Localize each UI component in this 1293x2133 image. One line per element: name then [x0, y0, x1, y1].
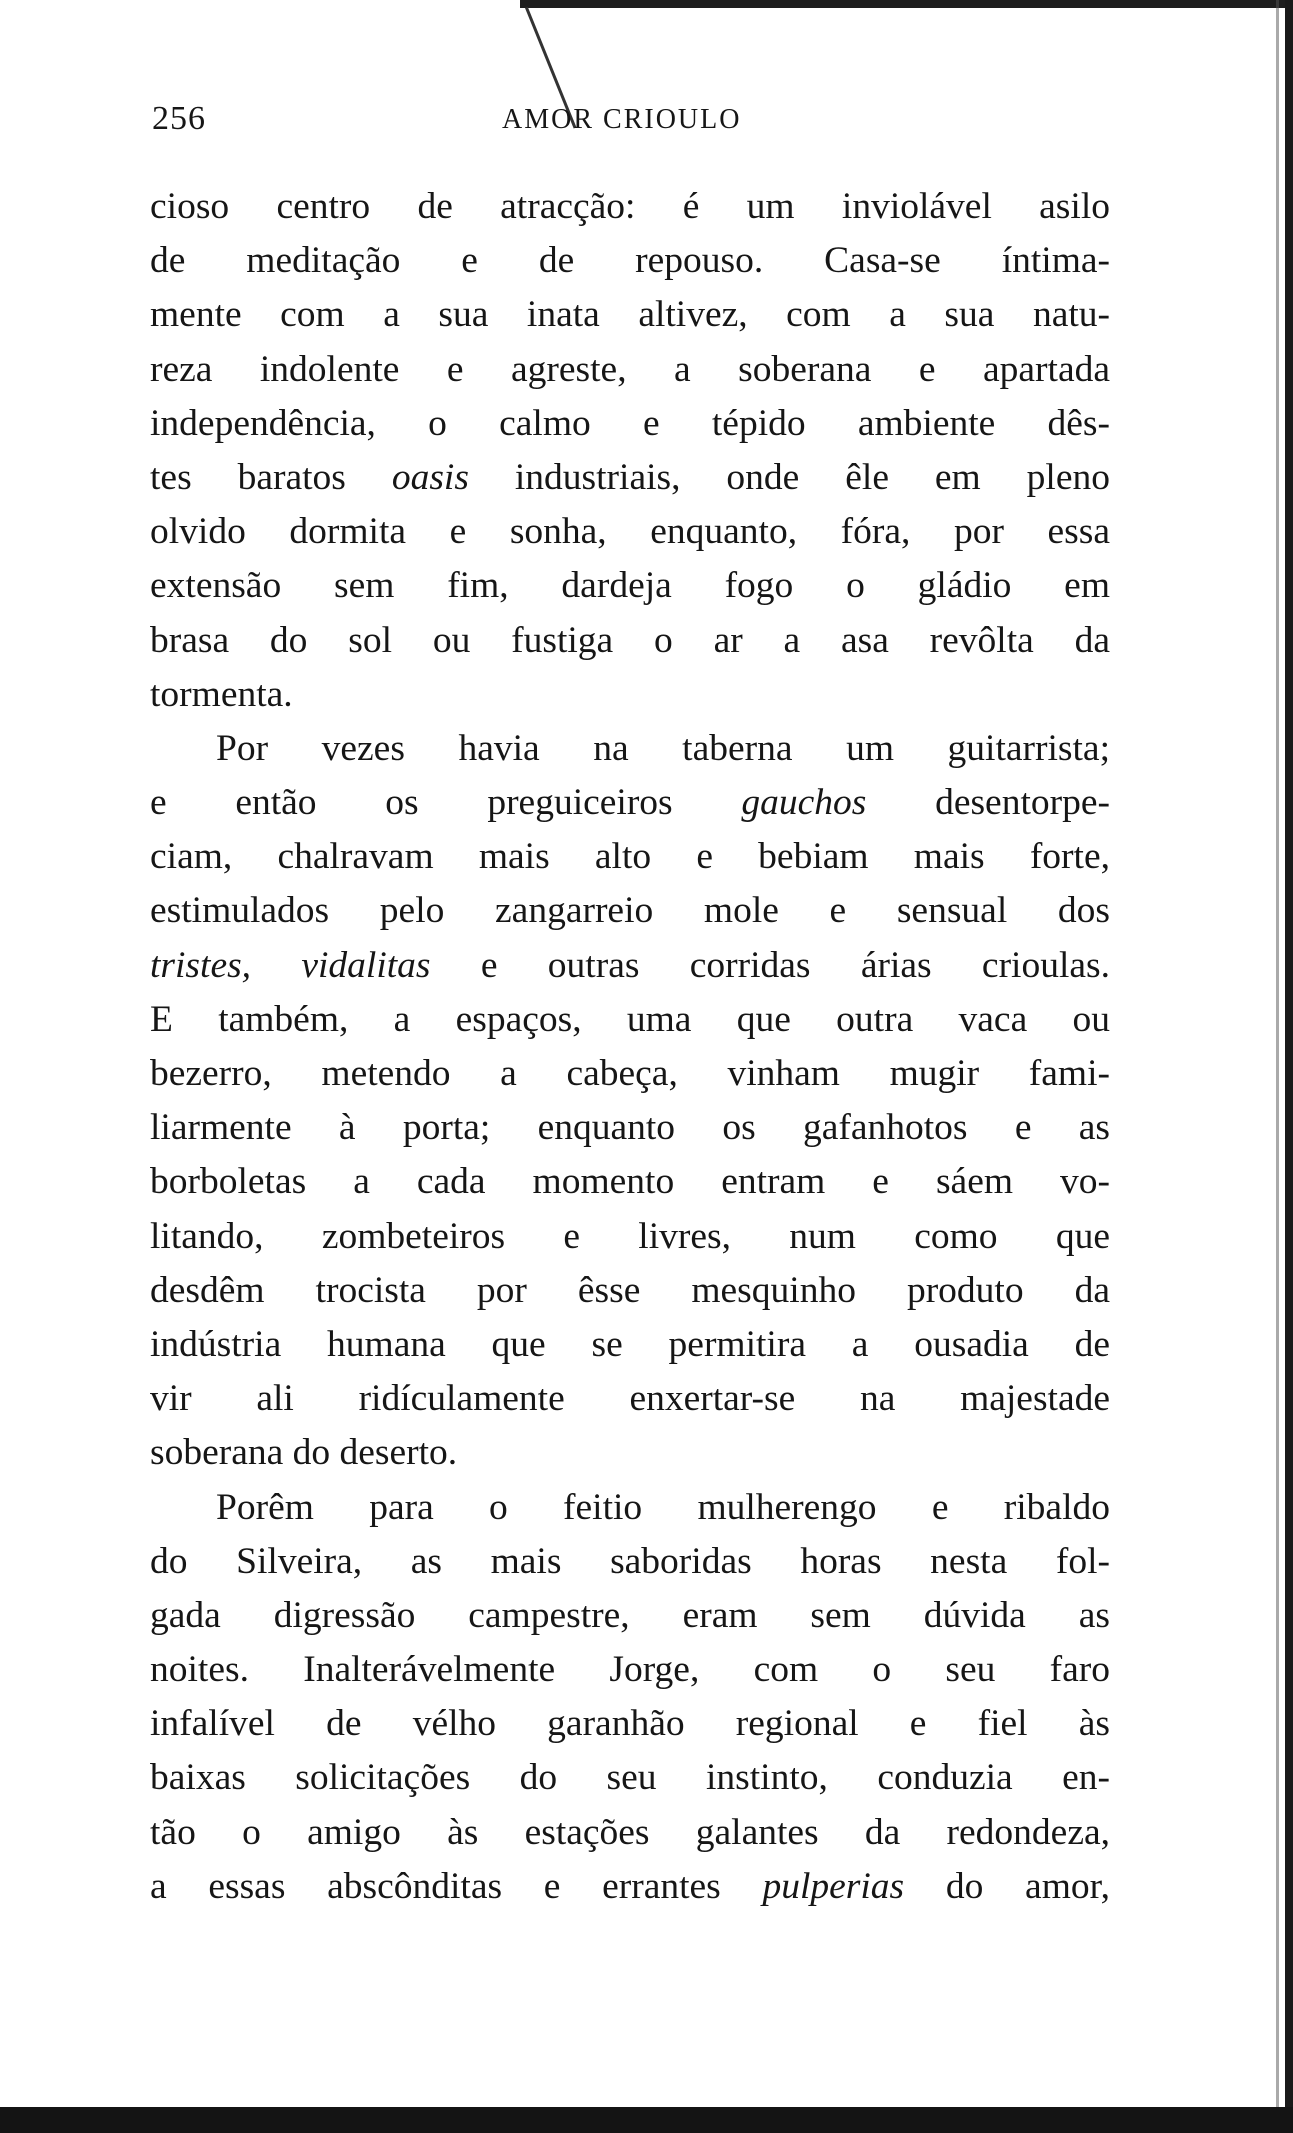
italic-term: gauchos — [741, 782, 867, 824]
text-run: noites. Inalterávelmente Jorge, com o seu faro — [150, 1649, 1110, 1691]
text-line — [150, 1426, 1110, 1480]
text-run: industriais, onde êle em pleno — [468, 456, 1110, 498]
text-line — [150, 1372, 1110, 1426]
text-line — [150, 1589, 1110, 1643]
text-run: bezerro, metendo a cabeça, vinham mugir fami- — [150, 1053, 1110, 1094]
text-run: infalível de vélho garanhão regional e fiel às — [150, 1703, 1110, 1745]
text-run: a essas abscônditas e errantes — [150, 1865, 763, 1907]
text-line — [150, 1860, 1110, 1914]
text-run: independência, o calmo e tépido ambiente dês- — [150, 402, 1110, 444]
text-run: Por vezes havia na taberna um guitarrista; — [216, 727, 1110, 769]
italic-term: pulperias — [762, 1865, 905, 1907]
text-line — [150, 776, 1110, 830]
text-line — [150, 614, 1110, 668]
text-line — [150, 234, 1110, 288]
text-run: extensão sem fim, dardeja fogo o gládio em — [150, 565, 1110, 607]
text-run: Porêm para o feitio mulherengo e ribaldo — [216, 1486, 1110, 1528]
page-header — [152, 100, 1112, 148]
scan-edge-shadow — [1276, 0, 1279, 2133]
text-run: de meditação e de repouso. Casa-se íntima- — [150, 240, 1110, 282]
text-run: borboletas a cada momento entram e sáem vo- — [150, 1161, 1110, 1203]
italic-term: oasis — [391, 456, 469, 498]
text-run: brasa do sol ou fustiga o ar a asa revôlta da — [150, 619, 1110, 661]
text-run: tormenta. — [150, 673, 293, 715]
text-line — [150, 993, 1110, 1047]
page-number: 256 — [152, 100, 206, 137]
text-run: estimulados pelo zangarreio mole e sensual dos — [150, 890, 1110, 932]
scan-edge-right — [1285, 0, 1293, 2133]
text-line — [150, 1101, 1110, 1155]
text-line — [150, 1806, 1110, 1860]
text-run: cioso centro de atracção: é um inviolável asilo — [150, 186, 1110, 227]
text-line — [150, 1481, 1110, 1535]
text-line — [150, 1643, 1110, 1697]
text-line — [150, 180, 1110, 234]
text-run: ciam, chalravam mais alto e bebiam mais forte, — [150, 836, 1110, 878]
scan-edge-bottom — [0, 2107, 1293, 2133]
text-line — [150, 722, 1110, 776]
text-run: e outras corridas árias crioulas. — [430, 944, 1110, 986]
paragraph-3 — [150, 1481, 1110, 1915]
body-text — [150, 180, 1110, 1914]
text-run: do Silveira, as mais saboridas horas nesta fol- — [150, 1540, 1110, 1582]
text-run: baixas solicitações do seu instinto, conduzia en- — [150, 1757, 1110, 1799]
italic-term: tristes, vidalitas — [150, 944, 431, 986]
paragraph-2 — [150, 722, 1110, 1481]
text-line — [150, 939, 1110, 993]
text-run: do amor, — [904, 1865, 1110, 1907]
text-line — [150, 1264, 1110, 1318]
text-run: gada digressão campestre, eram sem dúvida as — [150, 1594, 1110, 1636]
text-run: E também, a espaços, uma que outra vaca ou — [150, 998, 1110, 1040]
text-run: liarmente à porta; enquanto os gafanhotos e as — [150, 1107, 1110, 1149]
text-line — [150, 1210, 1110, 1264]
text-line — [150, 343, 1110, 397]
paragraph-1 — [150, 180, 1110, 722]
text-run: indústria humana que se permitira a ousadia de — [150, 1323, 1110, 1365]
text-line — [150, 884, 1110, 938]
text-line — [150, 559, 1110, 613]
text-line — [150, 1751, 1110, 1805]
text-line — [150, 1047, 1110, 1101]
scan-edge-top — [520, 0, 1293, 8]
text-run: e então os preguiceiros — [150, 782, 742, 824]
text-run: olvido dormita e sonha, enquanto, fóra, por essa — [150, 511, 1110, 553]
text-line — [150, 451, 1110, 505]
text-run: litando, zombeteiros e livres, num como que — [150, 1215, 1110, 1257]
text-run: reza indolente e agreste, a soberana e apartada — [150, 348, 1110, 390]
text-line — [150, 288, 1110, 342]
text-line — [150, 1697, 1110, 1751]
text-line — [150, 830, 1110, 884]
text-line — [150, 1155, 1110, 1209]
text-run: tão o amigo às estações galantes da redondeza, — [150, 1811, 1110, 1853]
text-run: desdêm trocista por êsse mesquinho produto da — [150, 1269, 1110, 1311]
text-run: soberana do deserto. — [150, 1432, 458, 1474]
running-head: AMOR CRIOULO — [502, 104, 742, 135]
text-line — [150, 1535, 1110, 1589]
text-line — [150, 505, 1110, 559]
text-run: tes baratos — [150, 456, 392, 498]
text-line — [150, 668, 1110, 722]
text-line — [150, 397, 1110, 451]
text-line — [150, 1318, 1110, 1372]
text-run: vir ali ridículamente enxertar-se na majestade — [150, 1378, 1110, 1420]
text-run: desentorpe- — [866, 782, 1110, 824]
text-run: mente com a sua inata altivez, com a sua natu- — [150, 294, 1110, 336]
